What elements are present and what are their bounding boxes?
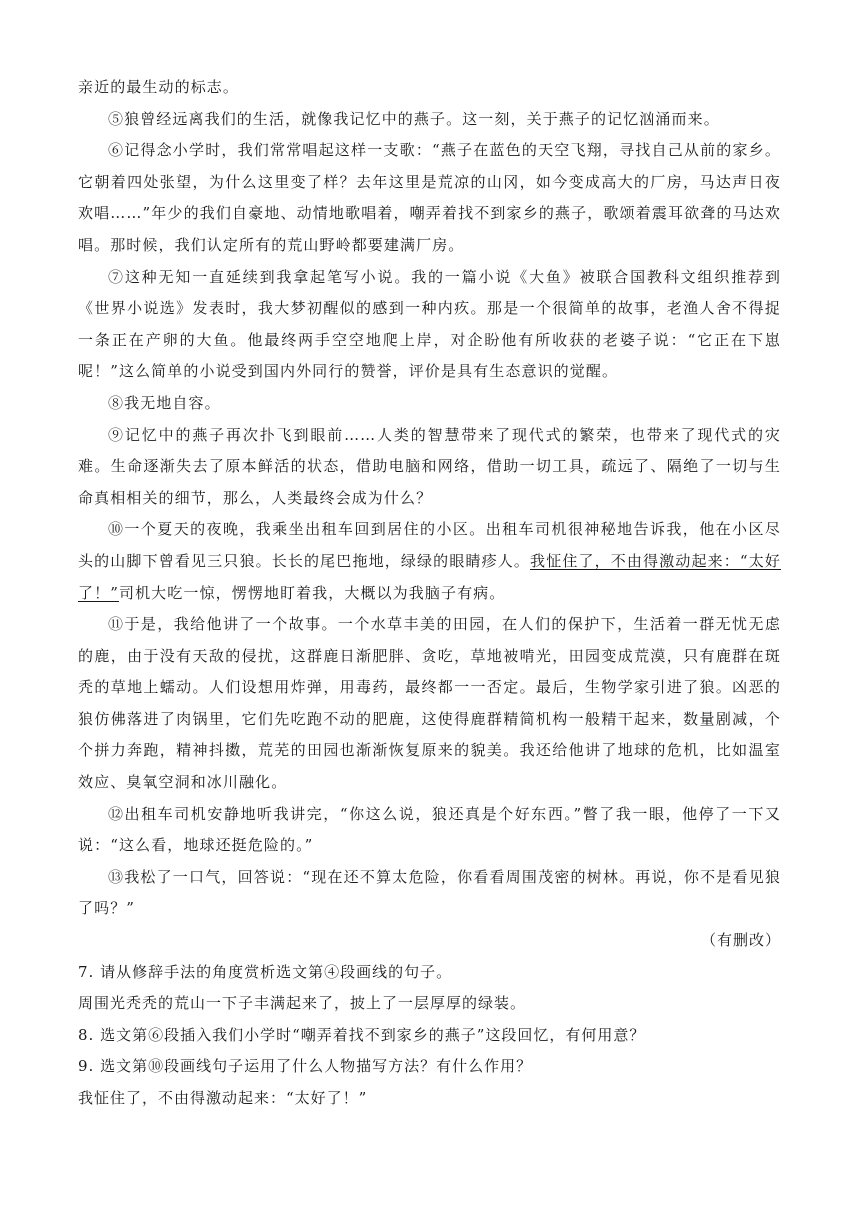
question-7: 7. 请从修辞手法的角度赏析选文第④段画线的句子。 [78,962,453,981]
paragraph-13: ⑬我松了一口气，回答说：“现在还不算太危险，你看看周围茂密的树林。再说，你不是看见狼了吗？” [78,867,781,918]
question-8: 8. 选文第⑥段插入我们小学时“嘲弄着找不到家乡的燕子”这段回忆，有何用意？ [78,1025,646,1044]
paragraph-8: ⑧我无地自容。 [108,393,221,412]
paragraph-continuation: 亲近的最生动的标志。 [78,78,240,96]
underlined-sentence: 我怔住了，不由得激动起来：“太好了！” [78,551,781,602]
paragraph-11: ⑪于是，我给他讲了一个故事。一个水草丰美的田园，在人们的保护下，生活着一群无忧无虑的鹿，由于没有天敌的侵扰，这群鹿日渐肥胖、贪吃，草地被啃光，田园变成荒漠，只有鹿群在斑秃的草地上蠕动。人们设想用炸弹，用毒药，最终都一一否定。最后，生物学家引进了狼。凶恶的狼仿佛落进了肉锅里，它们先吃跑不动的肥鹿，这使得鹿群精简机构一般精干起来，数量剧减，个个拼力奔跑，精神抖擞，荒芜的田园也渐渐恢复原来的貌美。我还给他讲了地球的危机，比如温室效应、臭氧空洞和冰川融化。 [78,615,781,792]
question-9-quote: 我怔住了，不由得激动起来：“太好了！” [78,1089,368,1107]
question-9: 9. 选文第⑩段画线句子运用了什么人物描写方法？有什么作用？ [78,1057,533,1076]
paragraph-9: ⑨记忆中的燕子再次扑飞到眼前……人类的智慧带来了现代式的繁荣，也带来了现代式的灾难。生命逐渐失去了原本鲜活的状态，借助电脑和网络，借助一切工具，疏远了、隔绝了一切与生命真相相关的细节，那么，人类最终会成为什么？ [78,425,781,507]
paragraph-10-after: 司机大吃一惊，愣愣地盯着我，大概以为我脑子有病。 [118,583,506,602]
paragraph-6: ⑥记得念小学时，我们常常唱起这样一支歌：“燕子在蓝色的天空飞翔，寻找自己从前的家乡。它朝着四处张望，为什么这里变了样？去年这里是荒凉的山冈，如今变成高大的厂房，马达声日夜欢唱……”年少的我们自豪地、动情地歌唱着，嘲弄着找不到家乡的燕子，歌颂着震耳欲聋的马达欢唱。那时候，我们认定所有的荒山野岭都要建满厂房。 [78,141,781,254]
paragraph-10-before: ⑩一个夏天的夜晚，我乘坐出租车回到居住的小区。出租车司机很神秘地告诉我，他在小区尽头的山脚下曾看见三只狼。长长的尾巴拖地，绿绿的眼睛疹人。 [78,520,781,570]
source-note: （有删改） [700,931,781,950]
paragraph-7: ⑦这种无知一直延续到我拿起笔写小说。我的一篇小说《大鱼》被联合国教科文组织推荐到《世界小说选》发表时，我大梦初醒似的感到一种内疚。那是一个很简单的故事，老渔人舍不得捉一条正在产卵的大鱼。他最终两手空空地爬上岸，对企盼他有所收获的老婆子说：“它正在下崽呢！”这么简单的小说受到国内外同行的赞誉，评价是具有生态意识的觉醒。 [78,267,781,381]
question-7-quote: 周围光秃秃的荒山一下子丰满起来了，披上了一层厚厚的绿装。 [78,994,527,1013]
paragraph-10 [78,514,781,609]
paragraph-5: ⑤狼曾经远离我们的生活，就像我记忆中的燕子。这一刻，关于燕子的记忆汹涌而来。 [108,109,720,128]
paragraph-12: ⑫出租车司机安静地听我讲完，“你这么说，狼还真是个好东西。”瞥了我一眼，他停了一下又说：“这么看，地球还挺危险的。” [78,804,781,855]
